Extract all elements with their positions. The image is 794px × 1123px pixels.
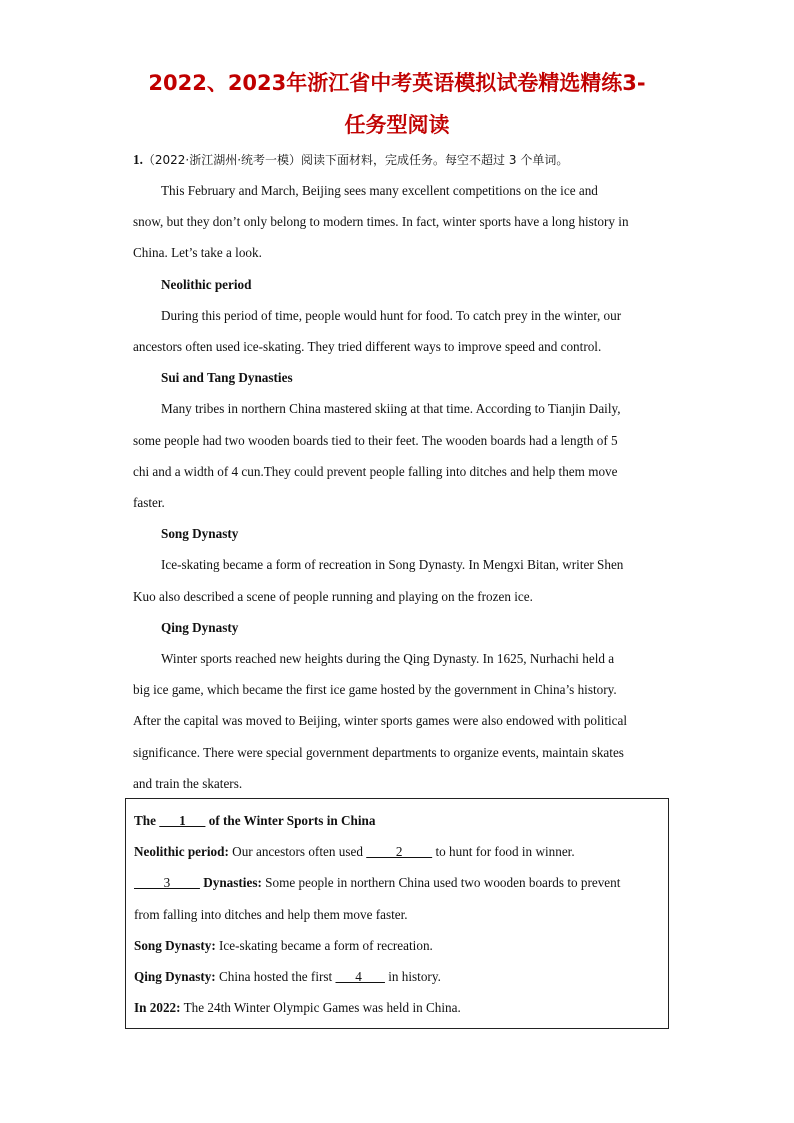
- task-row-dynasties-continued: from falling into ditches and help them move faster.: [134, 907, 408, 922]
- row-text: Some people in northern China used two wooden boards to prevent: [261, 875, 621, 890]
- passage-line: some people had two wooden boards tied to their feet. The wooden boards had a length of 5: [133, 433, 618, 448]
- document-title-line-2: 任务型阅读: [344, 113, 450, 137]
- task-title-suffix: of the Winter Sports in China: [205, 813, 376, 828]
- passage-line: faster.: [133, 495, 165, 510]
- row-label: Neolithic period:: [134, 844, 229, 859]
- task-row-neolithic: [134, 843, 575, 861]
- passage-line: and train the skaters.: [133, 776, 243, 791]
- passage-line: significance. There were special government departments to organize events, maintain skates: [133, 745, 624, 760]
- question-header: [133, 151, 568, 169]
- row-text: The 24th Winter Olympic Games was held in China.: [180, 1000, 461, 1015]
- task-title: [134, 812, 375, 830]
- row-text: in history.: [384, 969, 441, 984]
- passage-line: Winter sports reached new heights during the Qing Dynasty. In 1625, Nurhachi held a: [161, 651, 615, 666]
- row-text: Our ancestors often used: [228, 844, 367, 859]
- document-title-line-1: 2022、2023年浙江省中考英语模拟试卷精选精练3-: [148, 71, 646, 95]
- row-text: to hunt for food in winner.: [432, 844, 575, 859]
- row-text: Ice-skating became a form of recreation.: [215, 938, 433, 953]
- row-text: China hosted the first: [215, 969, 336, 984]
- task-row-song: [134, 937, 433, 955]
- section-heading: Qing Dynasty: [161, 620, 239, 635]
- passage-line: Many tribes in northern China mastered skiing at that time. According to Tianjin Daily,: [161, 401, 621, 416]
- task-table: [125, 798, 669, 1029]
- section-heading: Song Dynasty: [161, 526, 239, 541]
- task-row-qing: [134, 968, 441, 986]
- passage-line: big ice game, which became the first ice game hosted by the government in China’s history.: [133, 682, 617, 697]
- passage-line: This February and March, Beijing sees many excellent competitions on the ice and: [161, 183, 598, 198]
- section-heading: Neolithic period: [161, 277, 252, 292]
- answer-blank-3[interactable]: 3: [134, 875, 200, 890]
- answer-blank-1[interactable]: 1: [159, 813, 206, 828]
- passage-line: ancestors often used ice-skating. They tried different ways to improve speed and control.: [133, 339, 602, 354]
- question-instruction: （2022·浙江湖州·统考一模）阅读下面材料，完成任务。每空不超过 3 个单词。: [142, 153, 569, 167]
- row-label: Qing Dynasty:: [134, 969, 216, 984]
- passage-line: After the capital was moved to Beijing, winter sports games were also endowed with political: [133, 713, 628, 728]
- section-heading: Sui and Tang Dynasties: [161, 370, 293, 385]
- passage-line: snow, but they don’t only belong to modern times. In fact, winter sports have a long history in: [133, 214, 629, 229]
- row-label: Song Dynasty:: [134, 938, 216, 953]
- task-row-2022: [134, 999, 461, 1017]
- question-number: 1.: [133, 152, 143, 167]
- passage-line: China. Let’s take a look.: [133, 245, 262, 260]
- passage-line: chi and a width of 4 cun.They could prevent people falling into ditches and help them move: [133, 464, 618, 479]
- passage-line: Kuo also described a scene of people running and playing on the frozen ice.: [133, 589, 533, 604]
- answer-blank-2[interactable]: 2: [366, 844, 433, 859]
- passage-line: Ice-skating became a form of recreation in Song Dynasty. In Mengxi Bitan, writer Shen: [161, 557, 624, 572]
- task-title-prefix: The: [134, 813, 160, 828]
- task-row-dynasties: [134, 874, 620, 892]
- passage-line: During this period of time, people would hunt for food. To catch prey in the winter, our: [161, 308, 622, 323]
- row-label: Dynasties:: [199, 875, 262, 890]
- row-label: In 2022:: [134, 1000, 181, 1015]
- answer-blank-4[interactable]: 4: [335, 969, 385, 984]
